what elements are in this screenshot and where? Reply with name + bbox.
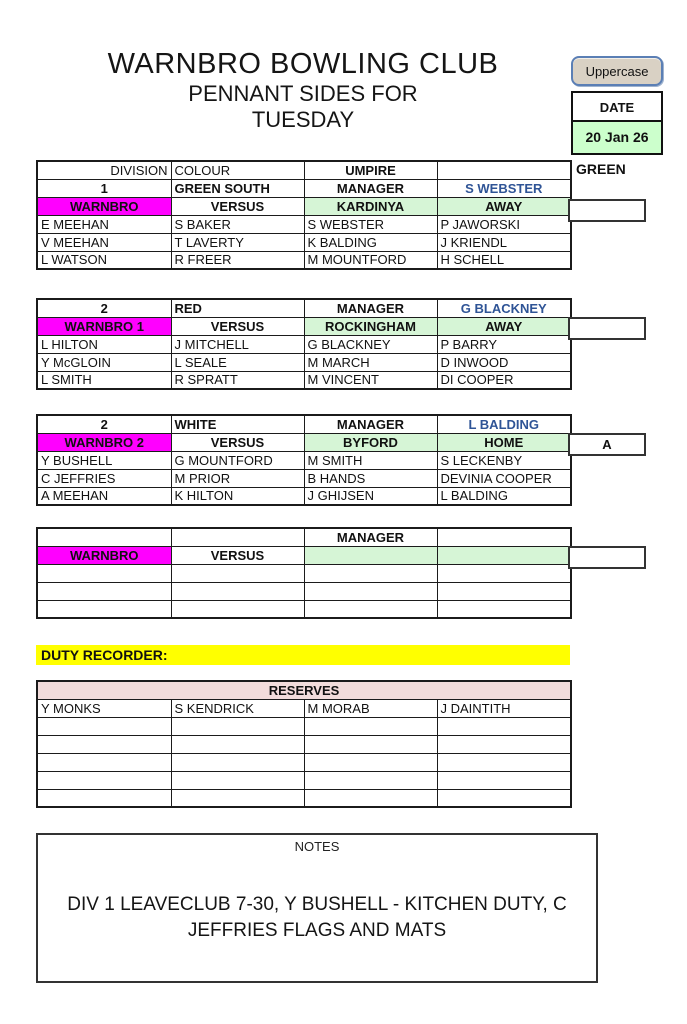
empty-cell[interactable] (37, 735, 171, 753)
empty-cell[interactable] (37, 564, 171, 582)
side-box[interactable] (568, 317, 646, 340)
empty-cell[interactable] (37, 528, 171, 546)
player-cell[interactable]: L BALDING (437, 487, 571, 505)
player-cell[interactable]: K BALDING (304, 233, 437, 251)
player-cell[interactable]: S WEBSTER (304, 215, 437, 233)
player-cell[interactable]: Y McGLOIN (37, 353, 171, 371)
empty-cell[interactable] (37, 753, 171, 771)
title-block (36, 48, 570, 133)
empty-cell[interactable] (437, 564, 571, 582)
date-box (571, 91, 663, 155)
empty-row (37, 789, 571, 807)
empty-cell[interactable] (171, 582, 304, 600)
reserve-cell[interactable]: Y MONKS (37, 699, 171, 717)
empty-cell[interactable] (304, 564, 437, 582)
versus-row (37, 433, 571, 451)
player-cell[interactable]: P JAWORSKI (437, 215, 571, 233)
colour-value-cell[interactable]: GREEN SOUTH (171, 179, 304, 197)
opponent-cell[interactable]: ROCKINGHAM (304, 317, 437, 335)
empty-cell[interactable] (437, 771, 571, 789)
empty-cell[interactable] (171, 564, 304, 582)
reserves-header-cell: RESERVES (37, 681, 571, 699)
empty-cell[interactable] (437, 789, 571, 807)
venue-cell[interactable]: AWAY (437, 317, 571, 335)
empty-cell[interactable] (437, 582, 571, 600)
manager-row (37, 179, 571, 197)
empty-row (37, 717, 571, 735)
empty-cell[interactable] (37, 789, 171, 807)
manager-label-cell[interactable]: MANAGER (304, 528, 437, 546)
header-row (37, 161, 571, 179)
player-cell[interactable]: B HANDS (304, 469, 437, 487)
player-cell[interactable]: H SCHELL (437, 251, 571, 269)
uppercase-button[interactable]: Uppercase (571, 56, 663, 86)
player-cell[interactable]: K HILTON (171, 487, 304, 505)
manager-label-cell[interactable]: MANAGER (304, 299, 437, 317)
manager-label-cell[interactable]: MANAGER (304, 415, 437, 433)
umpire-label-cell[interactable]: UMPIRE (304, 161, 437, 179)
versus-row (37, 197, 571, 215)
player-cell[interactable]: M SMITH (304, 451, 437, 469)
page-subtitle-line2: TUESDAY (251, 106, 355, 132)
duty-recorder-bar[interactable]: DUTY RECORDER: (36, 645, 570, 665)
player-row (37, 233, 571, 251)
empty-cell[interactable] (437, 735, 571, 753)
home-team-cell[interactable]: WARNBRO 1 (37, 317, 171, 335)
opponent-cell[interactable] (304, 546, 437, 564)
player-row (37, 353, 571, 371)
green-rink-label: GREEN (576, 161, 626, 177)
player-cell[interactable]: M MOUNTFORD (304, 251, 437, 269)
division-2-red-table (36, 298, 686, 390)
player-cell[interactable]: R FREER (171, 251, 304, 269)
empty-row (37, 600, 571, 618)
venue-cell[interactable]: AWAY (437, 197, 571, 215)
empty-row (37, 771, 571, 789)
manager-row (37, 299, 571, 317)
empty-cell[interactable] (437, 528, 571, 546)
player-cell[interactable]: L SMITH (37, 371, 171, 389)
division-label-cell[interactable]: DIVISION (37, 161, 171, 179)
empty-cell[interactable] (171, 753, 304, 771)
reserves-name-row (37, 699, 571, 717)
home-team-cell[interactable]: WARNBRO 2 (37, 433, 171, 451)
page-subtitle-line1: PENNANT SIDES FOR (188, 81, 418, 106)
player-cell[interactable]: G MOUNTFORD (171, 451, 304, 469)
colour-value-cell[interactable]: RED (171, 299, 304, 317)
side-box[interactable] (568, 546, 646, 569)
empty-cell[interactable] (171, 600, 304, 618)
division-1-table (36, 160, 686, 270)
empty-row (37, 735, 571, 753)
date-label: DATE (573, 93, 661, 122)
player-cell[interactable]: S BAKER (171, 215, 304, 233)
player-cell[interactable]: J GHIJSEN (304, 487, 437, 505)
player-cell[interactable]: R SPRATT (171, 371, 304, 389)
player-cell[interactable]: L WATSON (37, 251, 171, 269)
player-cell[interactable]: Y BUSHELL (37, 451, 171, 469)
manager-name-cell[interactable]: G BLACKNEY (437, 299, 571, 317)
player-cell[interactable]: A MEEHAN (37, 487, 171, 505)
division-number-cell[interactable]: 2 (37, 415, 171, 433)
player-cell[interactable]: L HILTON (37, 335, 171, 353)
notes-text: DIV 1 LEAVECLUB 7-30, Y BUSHELL - KITCHEN DUTY, C JEFFRIES FLAGS AND MATS (67, 894, 567, 941)
empty-cell[interactable] (304, 771, 437, 789)
player-cell[interactable]: C JEFFRIES (37, 469, 171, 487)
empty-cell[interactable] (171, 528, 304, 546)
versus-row (37, 546, 571, 564)
versus-label-cell[interactable]: VERSUS (171, 546, 304, 564)
empty-cell[interactable] (171, 789, 304, 807)
player-row (37, 215, 571, 233)
player-cell[interactable]: E MEEHAN (37, 215, 171, 233)
empty-cell[interactable] (304, 753, 437, 771)
notes-box[interactable] (36, 833, 598, 983)
empty-row (37, 753, 571, 771)
header-controls (571, 56, 665, 155)
manager-row (37, 415, 571, 433)
empty-cell[interactable] (171, 735, 304, 753)
player-cell[interactable]: M PRIOR (171, 469, 304, 487)
notes-label: NOTES (294, 839, 340, 854)
player-cell[interactable]: P BARRY (437, 335, 571, 353)
player-cell[interactable]: J KRIENDL (437, 233, 571, 251)
reserve-cell[interactable]: M MORAB (304, 699, 437, 717)
player-row (37, 371, 571, 389)
player-row (37, 451, 571, 469)
empty-cell[interactable] (171, 717, 304, 735)
reserve-cell[interactable]: S KENDRICK (171, 699, 304, 717)
player-row (37, 469, 571, 487)
side-box[interactable] (568, 199, 646, 222)
empty-cell[interactable] (437, 600, 571, 618)
empty-cell[interactable] (304, 600, 437, 618)
division-number-cell[interactable]: 1 (37, 179, 171, 197)
division-number-cell[interactable]: 2 (37, 299, 171, 317)
player-cell[interactable]: J MITCHELL (171, 335, 304, 353)
empty-row (37, 582, 571, 600)
player-cell[interactable]: L SEALE (171, 353, 304, 371)
empty-cell[interactable] (304, 789, 437, 807)
player-cell[interactable]: DI COOPER (437, 371, 571, 389)
empty-row (37, 564, 571, 582)
player-row (37, 487, 571, 505)
empty-cell[interactable] (171, 771, 304, 789)
player-cell[interactable]: T LAVERTY (171, 233, 304, 251)
versus-label-cell[interactable]: VERSUS (171, 197, 304, 215)
side-box[interactable]: A (568, 433, 646, 456)
player-cell[interactable]: G BLACKNEY (304, 335, 437, 353)
empty-cell[interactable] (304, 735, 437, 753)
empty-cell[interactable] (437, 717, 571, 735)
player-cell[interactable]: S LECKENBY (437, 451, 571, 469)
empty-cell[interactable] (37, 600, 171, 618)
manager-label-cell[interactable]: MANAGER (304, 179, 437, 197)
player-cell[interactable]: M MARCH (304, 353, 437, 371)
player-row (37, 251, 571, 269)
umpire-name-cell[interactable] (437, 161, 571, 179)
division-2-white-table (36, 414, 686, 506)
empty-cell[interactable] (37, 771, 171, 789)
versus-label-cell[interactable]: VERSUS (171, 433, 304, 451)
opponent-cell[interactable]: KARDINYA (304, 197, 437, 215)
player-cell[interactable]: DEVINIA COOPER (437, 469, 571, 487)
empty-cell[interactable] (304, 717, 437, 735)
reserves-table (36, 680, 686, 808)
home-team-cell[interactable]: WARNBRO (37, 197, 171, 215)
blank-match-table (36, 527, 686, 619)
page-title: WARNBRO BOWLING CLUB (107, 48, 499, 80)
manager-name-cell[interactable]: L BALDING (437, 415, 571, 433)
player-cell[interactable]: D INWOOD (437, 353, 571, 371)
manager-name-cell[interactable]: S WEBSTER (437, 179, 571, 197)
colour-value-cell[interactable]: WHITE (171, 415, 304, 433)
empty-cell[interactable] (437, 753, 571, 771)
player-cell[interactable]: M VINCENT (304, 371, 437, 389)
venue-cell[interactable]: HOME (437, 433, 571, 451)
manager-row (37, 528, 571, 546)
home-team-cell[interactable]: WARNBRO (37, 546, 171, 564)
empty-cell[interactable] (37, 717, 171, 735)
opponent-cell[interactable]: BYFORD (304, 433, 437, 451)
empty-cell[interactable] (304, 582, 437, 600)
player-row (37, 335, 571, 353)
reserve-cell[interactable]: J DAINTITH (437, 699, 571, 717)
venue-cell[interactable] (437, 546, 571, 564)
empty-cell[interactable] (37, 582, 171, 600)
versus-label-cell[interactable]: VERSUS (171, 317, 304, 335)
reserves-header-row (37, 681, 571, 699)
versus-row (37, 317, 571, 335)
player-cell[interactable]: V MEEHAN (37, 233, 171, 251)
colour-label-cell[interactable]: COLOUR (171, 161, 304, 179)
date-value-cell[interactable]: 20 Jan 26 (573, 122, 661, 153)
